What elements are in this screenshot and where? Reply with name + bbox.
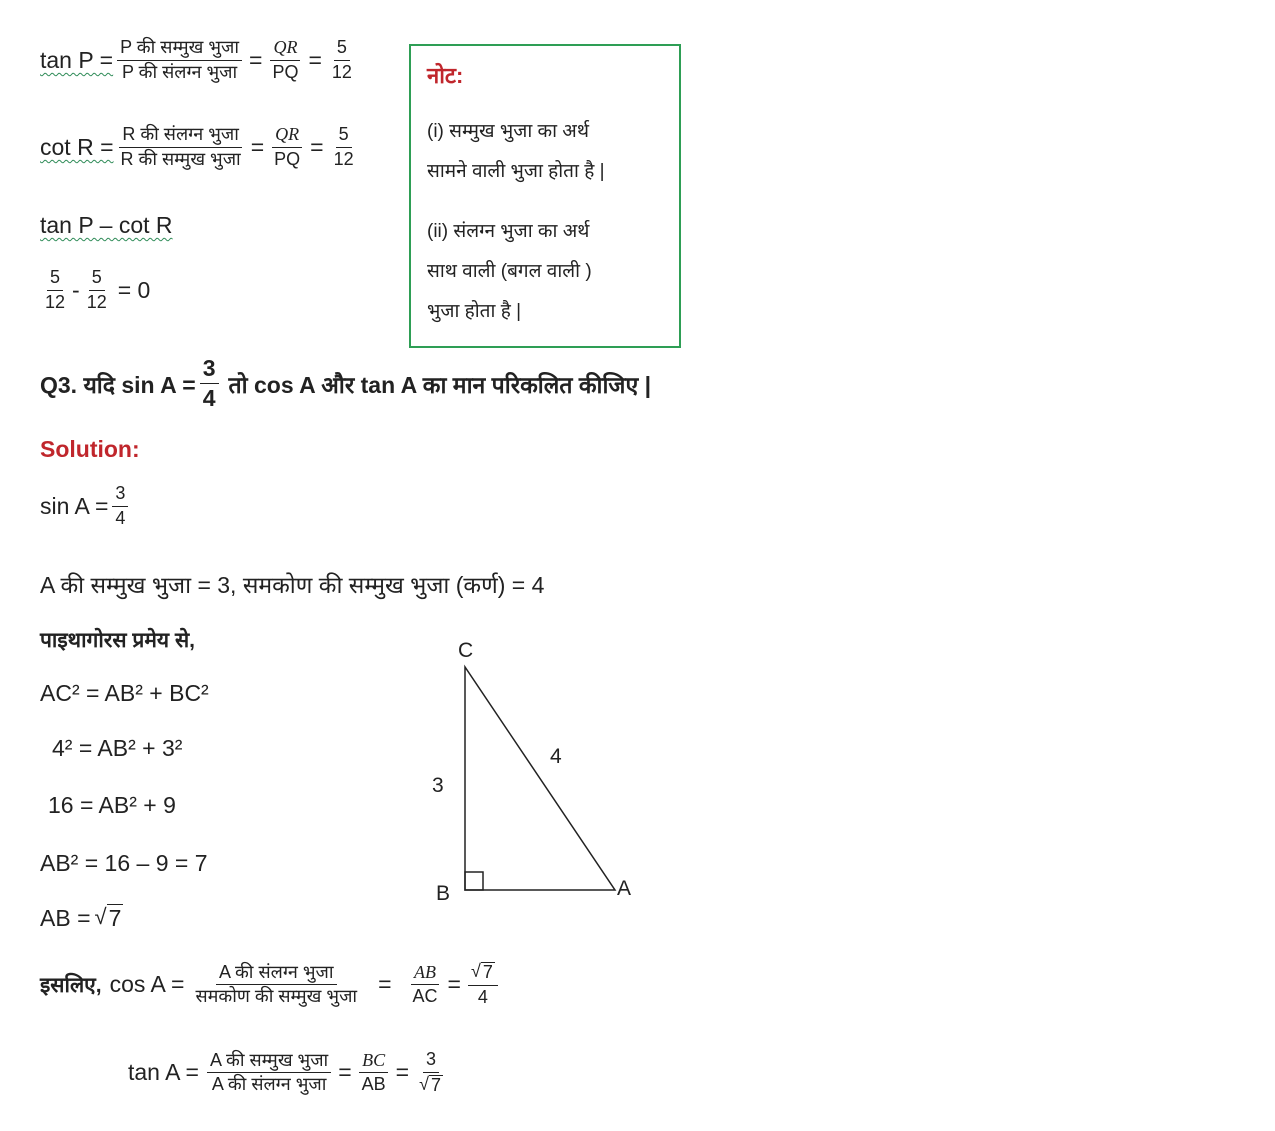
fraction-denominator: PQ [274,148,301,169]
cosA-ratio-sides [410,963,441,1008]
tanA-equation: tan A = $\frac{\text{A की सम्मुख भुजा}}{\text{A की संलग्न भुजा}}$ = $\frac{BC}{AB}$ = 3 √ 7 [128,1050,450,1096]
cosA-lhs: cos A = [109,971,185,998]
fraction-numerator: BC [359,1051,388,1074]
cotR-ratio-sides [271,125,303,170]
note-line: भुजा होता है | [427,301,521,322]
vertex-label-B: B [436,882,451,905]
step-equation-sqrt [40,904,123,932]
step-equation: AC² = AB² + BC² [40,680,209,706]
cotR-equation: cot R = $\frac{\text{R की संलग्न भुजा}}{\text{R की सम्मुख भुजा}}$ = $\frac{QR}{PQ}$ = $\frac{5}{12}$ [40,125,361,170]
note-title: नोट: [427,63,464,88]
fraction-numerator: 5 [47,268,63,291]
tanA-ratio-sides [359,1051,389,1096]
sinA-fraction [112,484,128,529]
triangle-shape [465,667,615,890]
fraction-denominator: AC [412,986,438,1007]
fraction-numerator: R की संलग्न भुजा [119,125,242,148]
note-line: सामने वाली भुजा होता है | [427,161,605,182]
radicand: 7 [482,962,493,982]
cotR-lhs: cot R = [40,133,114,160]
sqrt-lhs: AB = [40,904,91,931]
fraction-numerator: 3 [423,1050,439,1073]
radicand: 7 [108,905,122,931]
note-box [409,44,681,348]
fraction-numerator: 5 [336,125,352,148]
side-label-CA: 4 [550,745,562,768]
fraction-denominator: A की संलग्न भुजा [211,1074,327,1095]
step-equation: 4² = AB² + 3² [52,735,183,761]
step-equation: AB² = 16 – 9 = 7 [40,850,208,876]
fraction-numerator: A की सम्मुख भुजा [207,1051,331,1074]
tanP-lhs: tan P = [40,46,114,73]
fraction-b [84,268,110,313]
fraction-numerator: 5 [89,268,105,291]
fraction-numerator: AB [411,963,439,986]
note-line: (i) सम्मुख भुजा का अर्थ [427,121,589,142]
note-line: (ii) संलग्न भुजा का अर्थ [427,221,590,242]
cotR-value [331,125,357,170]
fraction-denominator: 12 [331,61,352,82]
cosA-value [468,962,498,1008]
fraction-numerator: QR [272,125,302,148]
fraction-denominator: R की सम्मुख भुजा [120,148,241,169]
fraction-denominator: P की संलग्न भुजा [121,61,238,82]
step-equation: 16 = AB² + 9 [48,792,176,818]
side-label-BC: 3 [432,774,444,797]
sinA-lhs: sin A = [40,492,109,519]
cosA-equation: इसलिए, cos A = $\frac{\text{A की संलग्न भुजा}}{\text{समकोण की सम्मुख भुजा}}$ = $\frac{AB}{AC}$ = √ 7 4 [40,962,502,1008]
therefore-word: इसलिए, [40,973,102,997]
cotR-ratio-words [118,125,244,170]
fraction-numerator: QR [270,38,300,61]
question-3 [40,356,651,412]
fraction-denominator: 12 [86,291,107,312]
tanA-value [416,1050,446,1096]
solution-label: Solution: [40,436,140,462]
question-suffix: तो cos A और tan A का मान परिकलित कीजिए | [228,371,652,398]
tanP-ratio-sides [269,38,301,83]
pythagoras-heading: पाइथागोरस प्रमेय से, [40,629,195,652]
tanP-ratio-words [117,38,242,83]
question-prefix: Q3. यदि sin A = [40,371,196,398]
difference-text: tan P – cot R [40,212,173,238]
fraction-denominator: 12 [45,291,66,312]
vertex-label-C: C [458,639,474,662]
fraction-denominator: 4 [202,385,216,412]
fraction-numerator: 5 [334,38,350,61]
sides-statement: A की सम्मुख भुजा = 3, समकोण की सम्मुख भुजा (कर्ण) = 4 [40,572,545,598]
difference-result: $\frac{5}{12}$ - $\frac{5}{12}$ = 0 [38,268,150,313]
vertex-label-A: A [617,877,632,900]
tanP-value [329,38,355,83]
result-value: = 0 [117,276,151,303]
fraction-numerator: 3 [112,484,128,507]
fraction-numerator: 3 [200,356,219,384]
tanA-ratio-words [207,1051,331,1096]
fraction-numerator: √ 7 [468,962,498,986]
fraction-denominator: 12 [333,148,354,169]
fraction-denominator: 4 [115,507,126,528]
radicand: 7 [431,1074,442,1095]
tanP-equation: tan P = $\frac{\text{P की सम्मुख भुजा}}{\text{P की संलग्न भुजा}}$ = $\frac{QR}{PQ}$ = $\frac{5}{12}$ [40,38,359,83]
fraction-denominator: समकोण की सम्मुख भुजा [195,986,358,1007]
fraction-denominator: √ 7 [419,1073,442,1095]
fraction-denominator: PQ [272,61,299,82]
difference-expression [40,212,173,239]
sqrt-expression: √ 7 [94,904,122,931]
note-line: साथ वाली (बगल वाली ) [427,261,592,282]
tanA-lhs: tan A = [128,1059,199,1086]
fraction-denominator: 4 [477,986,488,1007]
fraction-denominator: AB [361,1074,386,1095]
fraction-numerator: A की संलग्न भुजा [216,963,337,986]
right-triangle-diagram [420,630,650,910]
question-fraction [200,356,219,412]
right-angle-marker [465,872,483,890]
fraction-numerator: P की सम्मुख भुजा [117,38,242,61]
cosA-ratio-words [192,963,360,1008]
sinA-given [40,484,132,529]
fraction-a [42,268,68,313]
